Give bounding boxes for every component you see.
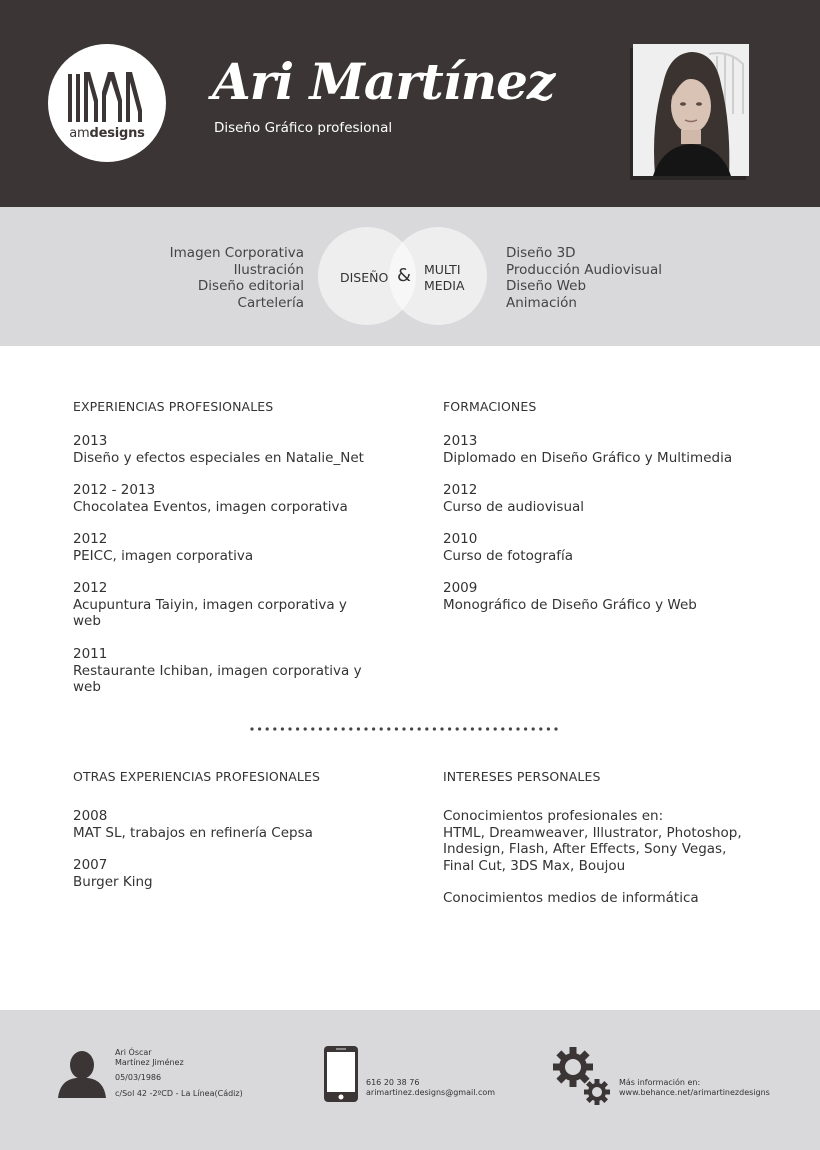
section-title-experiencias: EXPERIENCIAS PROFESIONALES — [73, 399, 274, 414]
list-item: 2009 Monográfico de Diseño Gráfico y Web — [443, 580, 697, 613]
skill-item: Diseño 3D — [506, 245, 576, 261]
portrait-image — [633, 44, 749, 176]
skill-item: Diseño editorial — [197, 278, 304, 294]
list-item: 2012 PEICC, imagen corporativa — [73, 531, 254, 564]
skill-item: Producción Audiovisual — [506, 261, 662, 278]
list-item: 2013 Diseño y efectos especiales en Natalie_Net — [73, 433, 364, 466]
dotted-divider — [250, 727, 562, 731]
logo-text: amdesigns — [69, 126, 145, 141]
section-title-formaciones: FORMACIONES — [443, 399, 537, 414]
multimedia-skills-list — [506, 245, 662, 311]
am-monogram-icon — [68, 70, 146, 124]
list-item: 2010 Curso de fotografía — [443, 531, 574, 564]
venn-label-design: DISEÑO — [340, 270, 389, 285]
person-icon — [58, 1048, 106, 1098]
interests-paragraph: Conocimientos profesionales en: HTML, Dreamweaver, Illustrator, Photoshop, Indesign, Flash, After Effects, Sony Vegas, Final Cut, 3DS Max, Boujou — [443, 808, 742, 874]
design-skills-list — [170, 245, 304, 311]
more-info-label: Más información en: — [619, 1078, 701, 1087]
logo — [48, 44, 166, 162]
skill-item: Animación — [506, 294, 577, 311]
address: c/Sol 42 -2ºCD - La Línea(Cádiz) — [115, 1089, 243, 1098]
skill-item: Imagen Corporativa — [169, 245, 304, 261]
list-item: 2012 - 2013 Chocolatea Eventos, imagen corporativa — [73, 482, 348, 515]
skill-item: Ilustración — [233, 261, 304, 278]
section-title-otras: OTRAS EXPERIENCIAS PROFESIONALES — [73, 769, 321, 784]
venn-label-multimedia: MULTI MEDIA — [424, 262, 465, 293]
section-title-intereses: INTERESES PERSONALES — [443, 769, 601, 784]
tagline: Diseño Gráfico profesional — [214, 120, 393, 136]
list-item: 2012 Curso de audiovisual — [443, 482, 585, 515]
venn-ampersand: & — [397, 265, 412, 286]
gears-icon — [552, 1046, 612, 1108]
birthdate: 05/03/1986 — [115, 1073, 162, 1082]
behance-link[interactable]: www.behance.net/arimartinezdesigns — [619, 1088, 770, 1097]
page-title: Ari Martínez — [212, 52, 555, 111]
email: arimartinez.designs@gmail.com — [366, 1088, 496, 1097]
list-item: 2012 Acupuntura Taiyin, imagen corporativa y web — [73, 580, 347, 629]
list-item: 2013 Diplomado en Diseño Gráfico y Multimedia — [443, 433, 733, 466]
phone-number: 616 20 38 76 — [366, 1078, 420, 1087]
skill-item: Cartelería — [237, 294, 304, 311]
list-item: 2008 MAT SL, trabajos en refinería Cepsa — [73, 808, 313, 841]
person-name: Ari Óscar Martínez Jiménez — [115, 1048, 184, 1067]
list-item: 2007 Burger King — [73, 857, 153, 890]
phone-icon — [324, 1046, 358, 1102]
header — [0, 0, 820, 207]
interests-paragraph: Conocimientos medios de informática — [443, 890, 699, 906]
skill-item: Diseño Web — [506, 278, 587, 294]
list-item: 2011 Restaurante Ichiban, imagen corporativa y web — [73, 646, 362, 695]
footer — [0, 1010, 820, 1150]
profile-photo — [633, 44, 749, 176]
skills-band — [0, 207, 820, 346]
